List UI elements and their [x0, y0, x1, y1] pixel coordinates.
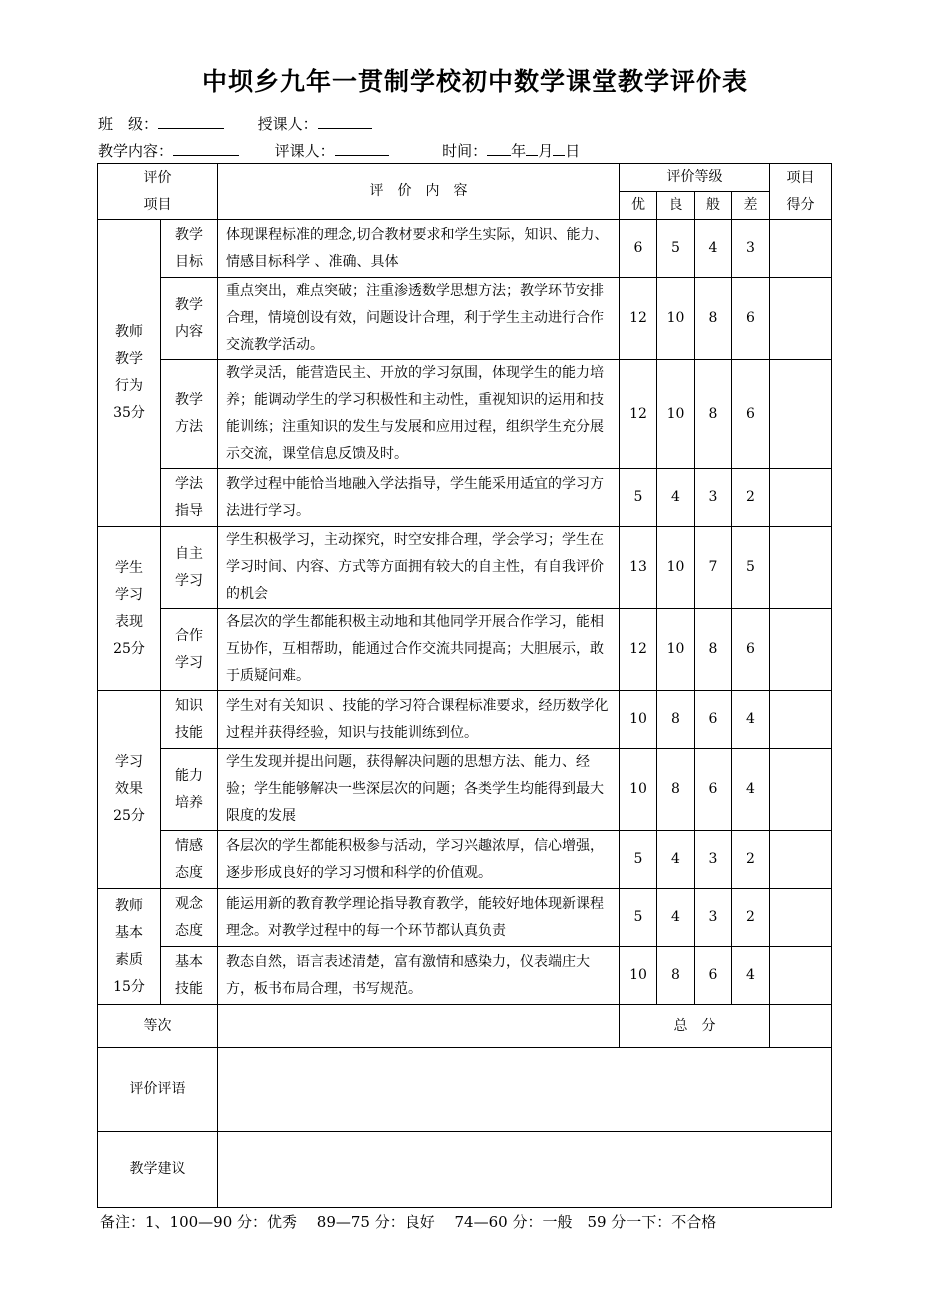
criteria-text: 学生积极学习，主动探究，时空安排合理，学会学习；学生在学习时间、内容、方式等方面拥有较大的自主性，有自我评价的机会: [218, 527, 620, 609]
score-average: 7: [695, 527, 732, 609]
footnote: 备注：1、100—90 分：优秀 89—75 分：良好 74—60 分：一般 59 分一下：不合格: [100, 1213, 717, 1231]
criteria-text: 体现课程标准的理念,切合教材要求和学生实际，知识、能力、情感目标科学 、准确、具体: [218, 220, 620, 278]
comment-row: [98, 1048, 832, 1132]
table-row: [98, 469, 832, 527]
score-poor: 6: [732, 360, 770, 469]
content-field[interactable]: [173, 141, 239, 156]
table-row: [98, 527, 832, 609]
score-good: 10: [657, 609, 695, 691]
header-score: 项目 得分: [770, 164, 832, 220]
comment-label: 评价评语: [98, 1048, 218, 1132]
grade-excellent: 优: [620, 192, 657, 220]
sub-item: 能力 培养: [161, 749, 218, 831]
score-poor: 3: [732, 220, 770, 278]
table-row: [98, 360, 832, 469]
sub-item: 教学 目标: [161, 220, 218, 278]
header-grade: 评价等级: [620, 164, 770, 192]
score-poor: 4: [732, 749, 770, 831]
comment-field[interactable]: [218, 1048, 832, 1132]
score-good: 4: [657, 831, 695, 889]
score-average: 4: [695, 220, 732, 278]
score-excellent: 10: [620, 947, 657, 1005]
item-score-cell[interactable]: [770, 278, 832, 360]
table-row: [98, 889, 832, 947]
score-poor: 4: [732, 947, 770, 1005]
table-row: [98, 609, 832, 691]
score-average: 6: [695, 691, 732, 749]
score-poor: 4: [732, 691, 770, 749]
item-score-cell[interactable]: [770, 527, 832, 609]
score-good: 5: [657, 220, 695, 278]
teacher-label: 授课人：: [257, 115, 318, 133]
table-row: [98, 749, 832, 831]
score-average: 8: [695, 278, 732, 360]
score-excellent: 12: [620, 360, 657, 469]
sub-item: 教学 内容: [161, 278, 218, 360]
sub-item: 教学 方法: [161, 360, 218, 469]
group-cell: 学生 学习 表现 25分: [98, 527, 161, 691]
item-score-cell[interactable]: [770, 889, 832, 947]
month-field[interactable]: [526, 141, 538, 156]
item-score-cell[interactable]: [770, 749, 832, 831]
score-good: 10: [657, 278, 695, 360]
criteria-text: 教学灵活，能营造民主、开放的学习氛围，体现学生的能力培养；能调动学生的学习积极性和主动性，重视知识的运用和技能训练；注重知识的发生与发展和应用过程，组织学生充分展示交流，课堂信息反馈及时。: [218, 360, 620, 469]
table-row: [98, 220, 832, 278]
score-poor: 2: [732, 831, 770, 889]
total-label: 总 分: [620, 1005, 770, 1048]
time-label: 时间：: [442, 142, 488, 160]
info-line-2: [98, 140, 580, 161]
score-average: 8: [695, 360, 732, 469]
score-average: 3: [695, 889, 732, 947]
suggestion-label: 教学建议: [98, 1132, 218, 1208]
sub-item: 情感 态度: [161, 831, 218, 889]
evaluator-label: 评课人：: [274, 142, 335, 160]
score-excellent: 5: [620, 831, 657, 889]
month-label: 月: [538, 142, 554, 160]
score-good: 8: [657, 691, 695, 749]
score-good: 4: [657, 889, 695, 947]
rank-field[interactable]: [218, 1005, 620, 1048]
sub-item: 自主 学习: [161, 527, 218, 609]
day-label: 日: [565, 142, 581, 160]
page-title: 中坝乡九年一贯制学校初中数学课堂教学评价表: [201, 67, 748, 96]
group-cell: 教师 教学 行为 35分: [98, 220, 161, 527]
score-excellent: 5: [620, 889, 657, 947]
total-field[interactable]: [770, 1005, 832, 1048]
item-score-cell[interactable]: [770, 609, 832, 691]
suggestion-row: [98, 1132, 832, 1208]
criteria-text: 能运用新的教育教学理论指导教育教学，能较好地体现新课程理念。对教学过程中的每一个环节都认真负责: [218, 889, 620, 947]
content-label: 教学内容：: [98, 142, 174, 160]
criteria-text: 教学过程中能恰当地融入学法指导，学生能采用适宜的学习方法进行学习。: [218, 469, 620, 527]
table-row: [98, 947, 832, 1005]
class-label: 班 级：: [98, 115, 159, 133]
table-row: [98, 831, 832, 889]
score-excellent: 13: [620, 527, 657, 609]
header-row: [98, 164, 832, 192]
item-score-cell[interactable]: [770, 947, 832, 1005]
criteria-text: 学生对有关知识 、技能的学习符合课程标准要求，经历数学化过程并获得经验，知识与技能训练到位。: [218, 691, 620, 749]
item-score-cell[interactable]: [770, 469, 832, 527]
sub-item: 学法 指导: [161, 469, 218, 527]
header-content: 评 价 内 容: [218, 164, 620, 220]
score-poor: 6: [732, 278, 770, 360]
score-excellent: 12: [620, 278, 657, 360]
criteria-text: 各层次的学生都能积极参与活动，学习兴趣浓厚，信心增强，逐步形成良好的学习习惯和科学的价值观。: [218, 831, 620, 889]
score-poor: 2: [732, 469, 770, 527]
criteria-text: 各层次的学生都能积极主动地和其他同学开展合作学习，能相互协作，互相帮助，能通过合作交流共同提高；大胆展示，敢于质疑问难。: [218, 609, 620, 691]
score-excellent: 6: [620, 220, 657, 278]
year-label: 年: [511, 142, 527, 160]
sub-item: 基本 技能: [161, 947, 218, 1005]
criteria-text: 重点突出，难点突破；注重渗透数学思想方法；教学环节安排合理，情境创设有效，问题设计合理，利于学生主动进行合作交流教学活动。: [218, 278, 620, 360]
item-score-cell[interactable]: [770, 831, 832, 889]
group-cell: 学习 效果 25分: [98, 691, 161, 889]
score-poor: 6: [732, 609, 770, 691]
score-average: 3: [695, 469, 732, 527]
rank-label: 等次: [98, 1005, 218, 1048]
item-score-cell[interactable]: [770, 691, 832, 749]
table-row: [98, 278, 832, 360]
sub-item: 知识 技能: [161, 691, 218, 749]
score-average: 6: [695, 947, 732, 1005]
score-poor: 5: [732, 527, 770, 609]
score-good: 10: [657, 360, 695, 469]
score-average: 6: [695, 749, 732, 831]
score-poor: 2: [732, 889, 770, 947]
rank-row: [98, 1005, 832, 1048]
evaluation-table: [97, 163, 832, 1208]
score-excellent: 10: [620, 749, 657, 831]
score-average: 8: [695, 609, 732, 691]
class-field[interactable]: [158, 114, 224, 129]
item-score-cell[interactable]: [770, 220, 832, 278]
score-excellent: 10: [620, 691, 657, 749]
score-good: 10: [657, 527, 695, 609]
score-excellent: 5: [620, 469, 657, 527]
sub-item: 合作 学习: [161, 609, 218, 691]
info-line-1: [98, 113, 372, 134]
score-excellent: 12: [620, 609, 657, 691]
evaluator-field[interactable]: [335, 141, 389, 156]
grade-good: 良: [657, 192, 695, 220]
day-field[interactable]: [553, 141, 565, 156]
grade-average: 般: [695, 192, 732, 220]
item-score-cell[interactable]: [770, 360, 832, 469]
criteria-text: 学生发现并提出问题，获得解决问题的思想方法、能力、经验；学生能够解决一些深层次的问题；各类学生均能得到最大限度的发展: [218, 749, 620, 831]
score-good: 8: [657, 749, 695, 831]
score-average: 3: [695, 831, 732, 889]
group-cell: 教师 基本 素质 15分: [98, 889, 161, 1005]
suggestion-field[interactable]: [218, 1132, 832, 1208]
grade-poor: 差: [732, 192, 770, 220]
table-row: [98, 691, 832, 749]
sub-item: 观念 态度: [161, 889, 218, 947]
score-good: 4: [657, 469, 695, 527]
teacher-field[interactable]: [318, 114, 372, 129]
year-field[interactable]: [487, 141, 511, 156]
score-good: 8: [657, 947, 695, 1005]
header-item: 评价 项目: [98, 164, 218, 220]
criteria-text: 教态自然，语言表述清楚，富有激情和感染力，仪表端庄大方，板书布局合理，书写规范。: [218, 947, 620, 1005]
